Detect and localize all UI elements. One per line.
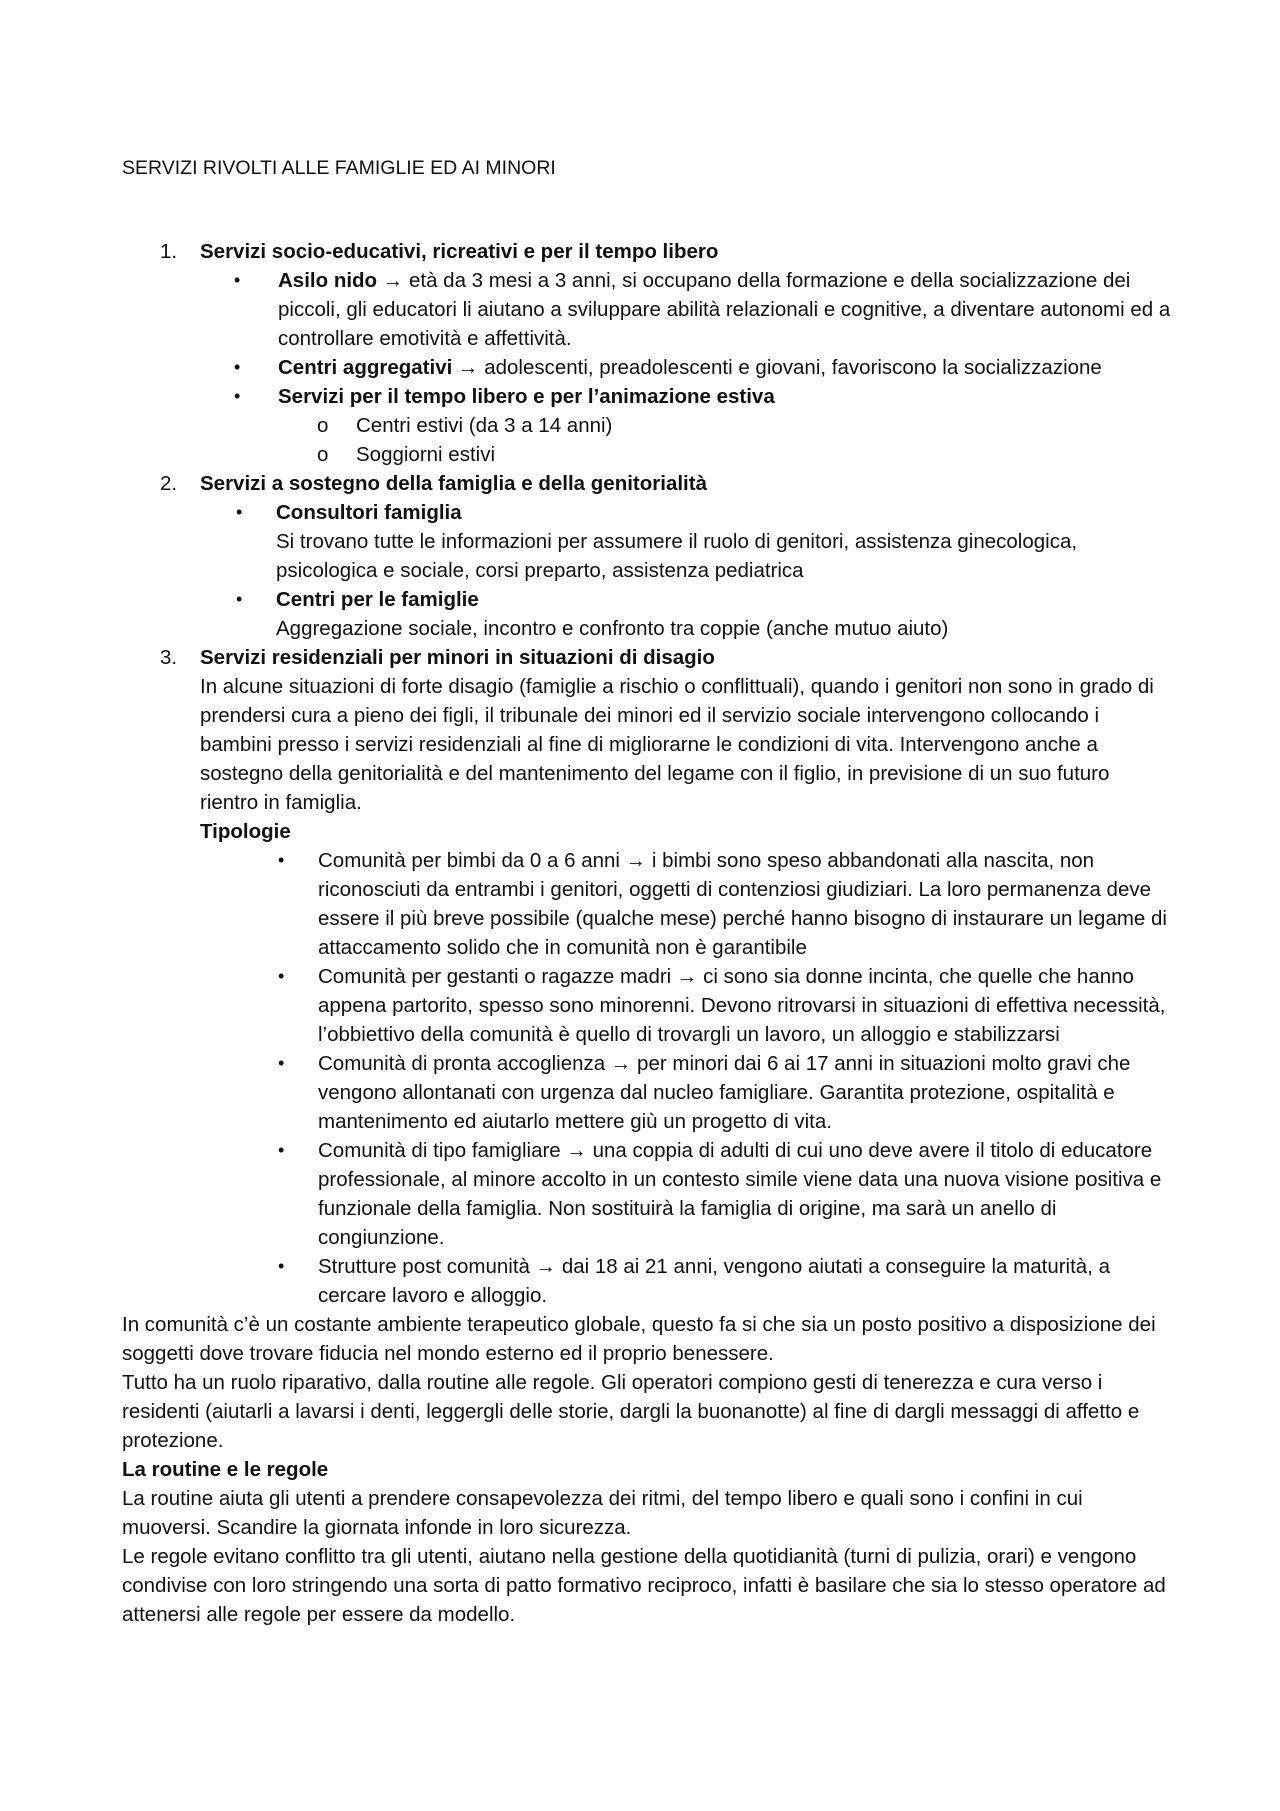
closing-paragraph-2: Tutto ha un ruolo riparativo, dalla routine alle regole. Gli operatori compiono gesti di tenerezza e cura verso i residenti (aiutarli a lavarsi i denti, leggergli delle storie, dargli la buonanotte) al fine di dargli messaggi di affetto e protezione.	[122, 1371, 1140, 1452]
sub-list-item	[122, 440, 1172, 469]
sub-list-item	[122, 411, 1172, 440]
section-heading: Servizi residenziali per minori in situazioni di disagio	[200, 646, 715, 669]
sub-item-text: Centri estivi (da 3 a 14 anni)	[356, 414, 613, 437]
section-2	[122, 469, 1172, 643]
bullet-icon: •	[278, 966, 285, 986]
sub-bullet-icon: o	[317, 414, 329, 437]
section-paragraph: In alcune situazioni di forte disagio (famiglie a rischio o conflittuali), quando i genitori non sono in grado di prendersi cura a pieno dei figli, il tribunale dei minori ed il servizio sociale intervengono collocando i bambini presso i servizi residenziali al fine di migliorarne le condizioni di vita. Intervengono anche a sostegno della genitorialità e del mantenimento del legame con il figlio, in previsione di un suo futuro rientro in famiglia.	[200, 675, 1154, 814]
bullet-icon: •	[278, 850, 285, 870]
tipologie-heading: Tipologie	[200, 820, 291, 843]
list-item	[122, 1049, 1172, 1136]
section-heading: Servizi socio-educativi, ricreativi e per il tempo libero	[200, 240, 719, 263]
item-text: Strutture post comunità → dai 18 ai 21 anni, vengono aiutati a conseguire la maturità, a cercare lavoro e alloggio.	[318, 1255, 1111, 1307]
list-item	[122, 585, 1172, 643]
section-number: 3.	[160, 646, 178, 669]
closing-paragraph-4: Le regole evitano conflitto tra gli utenti, aiutano nella gestione della quotidianità (turni di pulizia, orari) e vengono condivise con loro stringendo una sorta di patto formativo reciproco, infatti è basilare che sia lo stesso operatore ad attenersi alle regole per essere da modello.	[122, 1545, 1166, 1626]
sub-item-text: Soggiorni estivi	[356, 443, 496, 466]
list-item	[122, 382, 1172, 411]
item-label: Centri aggregativi	[278, 356, 453, 379]
document-body	[122, 154, 1172, 1629]
item-text: Si trovano tutte le informazioni per assumere il ruolo di genitori, assistenza ginecologica, psicologica e sociale, corsi preparto, assistenza pediatrica	[276, 530, 1078, 582]
bullet-icon: •	[278, 1053, 285, 1073]
bullet-icon: •	[234, 270, 241, 290]
list-item	[122, 353, 1172, 382]
list-item	[122, 846, 1172, 962]
list-item	[122, 1136, 1172, 1252]
list-item	[122, 962, 1172, 1049]
section-3	[122, 643, 1172, 1310]
document-title: SERVIZI RIVOLTI ALLE FAMIGLIE ED AI MINORI	[122, 157, 556, 179]
section-1	[122, 237, 1172, 469]
section-number: 2.	[160, 472, 178, 495]
bullet-icon: •	[278, 1140, 285, 1160]
item-text: Comunità per gestanti o ragazze madri → ci sono sia donne incinta, che quelle che hanno appena partorito, spesso sono minorenni. Devono ritrovarsi in situazioni di effettiva necessità, l’obbiettivo della comunità è quello di trovargli un lavoro, un alloggio e stabilizzarsi	[318, 965, 1166, 1046]
bullet-icon: •	[236, 502, 243, 522]
section-number: 1.	[160, 240, 178, 263]
item-label: Servizi per il tempo libero e per l’animazione estiva	[278, 385, 775, 408]
item-text: → adolescenti, preadolescenti e giovani, favoriscono la socializzazione	[452, 356, 1102, 379]
item-label: Centri per le famiglie	[276, 588, 479, 611]
sub-bullet-icon: o	[317, 443, 329, 466]
item-label: Asilo nido	[278, 269, 378, 292]
item-text: Comunità per bimbi da 0 a 6 anni → i bimbi sono speso abbandonati alla nascita, non riconosciuti da entrambi i genitori, oggetti di contenziosi giudiziari. La loro permanenza deve essere il più breve possibile (qualche mese) perché hanno bisogno di instaurare un legame di attaccamento solido che in comunità non è garantibile	[318, 849, 1167, 959]
closing-paragraph-3: La routine aiuta gli utenti a prendere consapevolezza dei ritmi, del tempo libero e quali sono i confini in cui muoversi. Scandire la giornata infonde in loro sicurezza.	[122, 1487, 1083, 1539]
item-text: Aggregazione sociale, incontro e confronto tra coppie (anche mutuo aiuto)	[276, 617, 949, 640]
bullet-icon: •	[278, 1256, 285, 1276]
bullet-icon: •	[236, 589, 243, 609]
routine-heading: La routine e le regole	[122, 1458, 329, 1481]
item-text: Comunità di pronta accoglienza → per minori dai 6 ai 17 anni in situazioni molto gravi che vengono allontanati con urgenza dal nucleo famigliare. Garantita protezione, ospitalità e mantenimento ed aiutarlo mettere giù un progetto di vita.	[318, 1052, 1131, 1133]
closing-paragraph-1: In comunità c’è un costante ambiente terapeutico globale, questo fa si che sia un posto positivo a disposizione dei soggetti dove trovare fiducia nel mondo esterno ed il proprio benessere.	[122, 1313, 1156, 1365]
list-item	[122, 1252, 1172, 1310]
list-item	[122, 266, 1172, 353]
section-heading: Servizi a sostegno della famiglia e della genitorialità	[200, 472, 707, 495]
item-text: → età da 3 mesi a 3 anni, si occupano della formazione e della socializzazione dei piccoli, gli educatori li aiutano a sviluppare abilità relazionali e cognitive, a diventare autonomi ed a controllare emotività e affettività.	[278, 269, 1171, 350]
item-label: Consultori famiglia	[276, 501, 462, 524]
list-item	[122, 498, 1172, 585]
bullet-icon: •	[234, 386, 241, 406]
bullet-icon: •	[234, 357, 241, 377]
item-text: Comunità di tipo famigliare → una coppia di adulti di cui uno deve avere il titolo di educatore professionale, al minore accolto in un contesto simile viene data una nuova visione positiva e funzionale della famiglia. Non sostituirà la famiglia di origine, ma sarà un anello di congiunzione.	[318, 1139, 1162, 1249]
